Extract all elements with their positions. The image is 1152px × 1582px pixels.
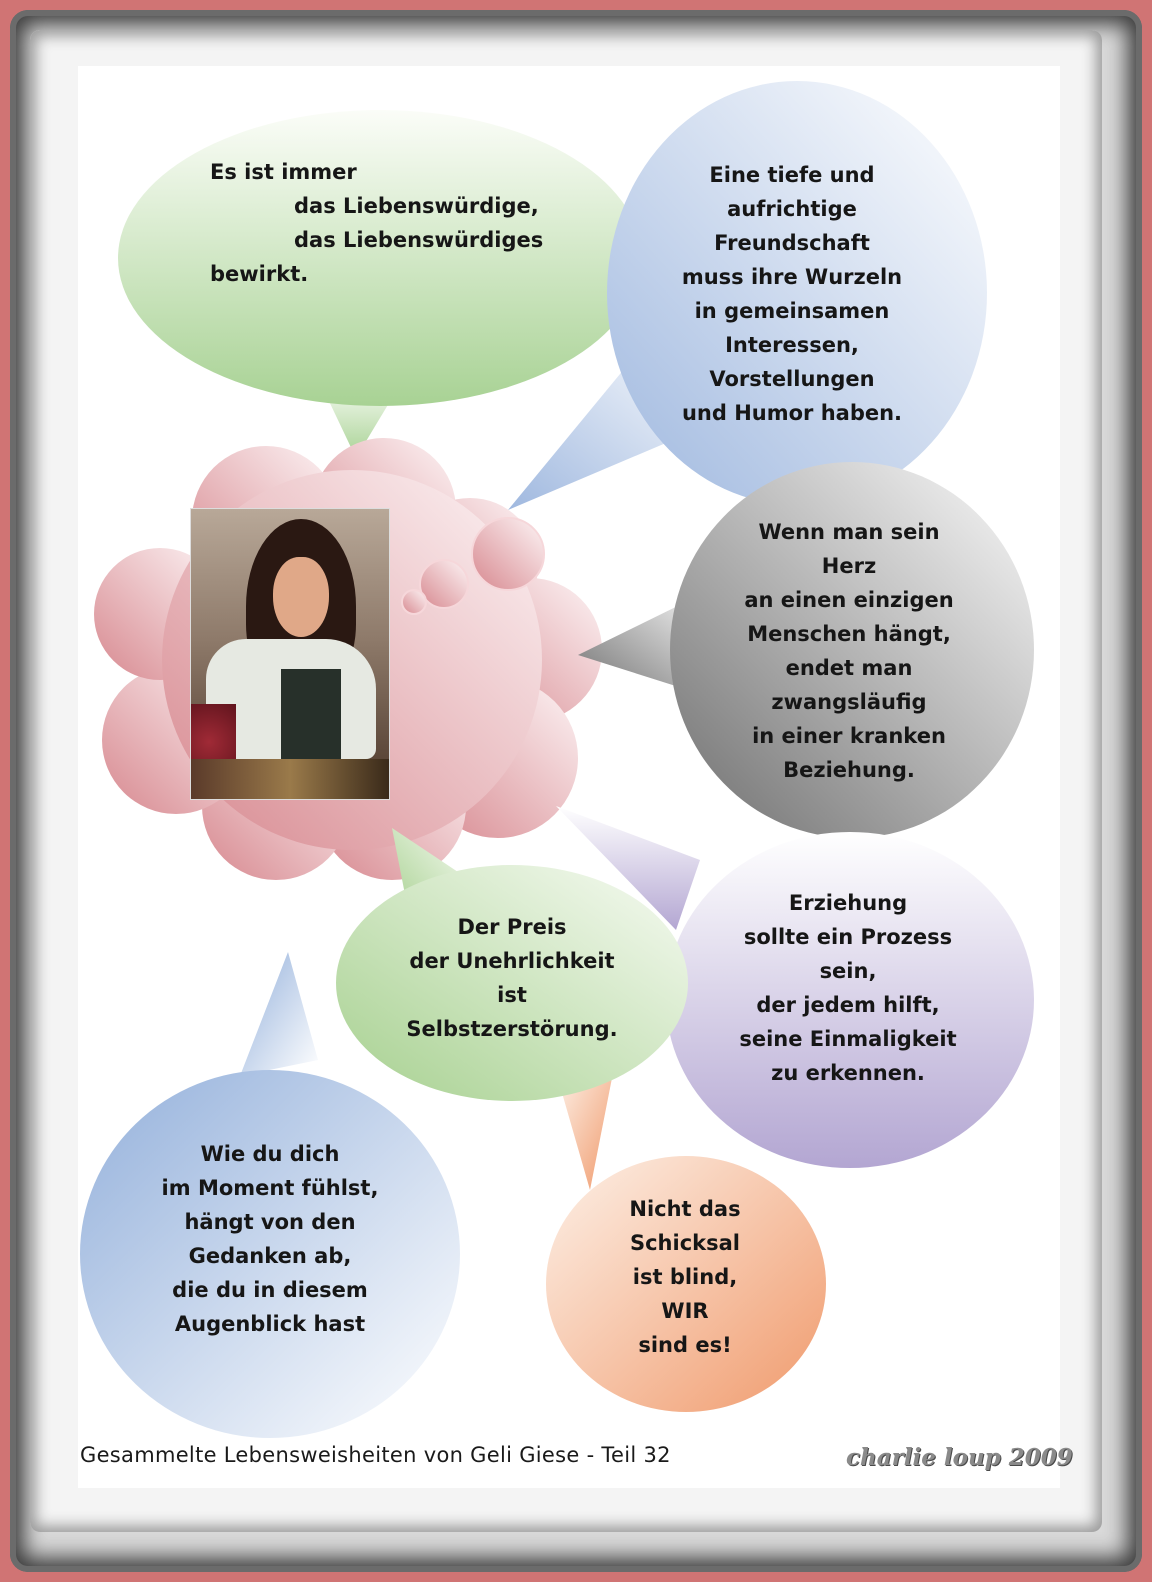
quote-bottom-left [140,1137,400,1341]
quote-line: ist blind, [632,1265,738,1289]
quote-line: Eine tiefe und [709,163,875,187]
quote-line: Vorstellungen [709,367,875,391]
quote-line: an einen einzigen [744,588,954,612]
quote-line: Es ist immer [210,160,357,184]
quote-line: Interessen, [725,333,859,357]
artist-signature: charlie loup 2009 [846,1444,1073,1471]
quote-bottom-center [600,1192,770,1362]
quote-top-right [664,158,920,430]
quote-line: Freundschaft [714,231,870,255]
quote-line: aufrichtige [727,197,857,221]
quote-line: der jedem hilft, [756,993,940,1017]
quote-line: Nicht das [629,1197,741,1221]
quote-line: zu erkennen. [771,1061,925,1085]
quote-line: sind es! [638,1333,732,1357]
quote-line: bewirkt. [210,262,309,286]
quote-line: Erziehung [788,891,908,915]
quote-line: sollte ein Prozess [743,925,953,949]
quote-line: Menschen hängt, [747,622,951,646]
quote-line: hängt von den [184,1210,356,1234]
quote-line: Selbstzerstörung. [406,1017,618,1041]
quote-line: die du in diesem [172,1278,368,1302]
quote-line: Wenn man sein [758,520,940,544]
quote-line: endet man [785,656,913,680]
quote-line: Gedanken ab, [188,1244,352,1268]
quote-line: WIR [661,1299,709,1323]
quote-line: Beziehung. [783,758,915,782]
quote-center [382,910,642,1046]
quote-line: in gemeinsamen [694,299,890,323]
quote-line: Augenblick hast [174,1312,366,1336]
quote-line: das Liebenswürdiges [294,228,544,252]
quote-line: Der Preis [457,915,567,939]
portrait-photo [190,508,390,800]
quote-line: sein, [819,959,877,983]
quote-line: seine Einmaligkeit [739,1027,957,1051]
quote-line: Herz [821,554,877,578]
quote-line: Wie du dich [200,1142,340,1166]
quote-line: der Unehrlichkeit [409,949,615,973]
quote-line: zwangsläufig [771,690,927,714]
quote-middle-right [718,515,980,787]
quote-line: Schicksal [629,1231,740,1255]
quote-line: im Moment fühlst, [161,1176,379,1200]
quote-line: und Humor haben. [681,401,903,425]
quote-line: das Liebenswürdige, [294,194,539,218]
quote-top-left [210,155,543,291]
quote-lower-right [710,886,986,1090]
quote-line: muss ihre Wurzeln [681,265,903,289]
quote-line: in einer kranken [752,724,946,748]
quote-line: ist [497,983,527,1007]
footer-caption: Gesammelte Lebensweisheiten von Geli Giese - Teil 32 [80,1443,671,1467]
